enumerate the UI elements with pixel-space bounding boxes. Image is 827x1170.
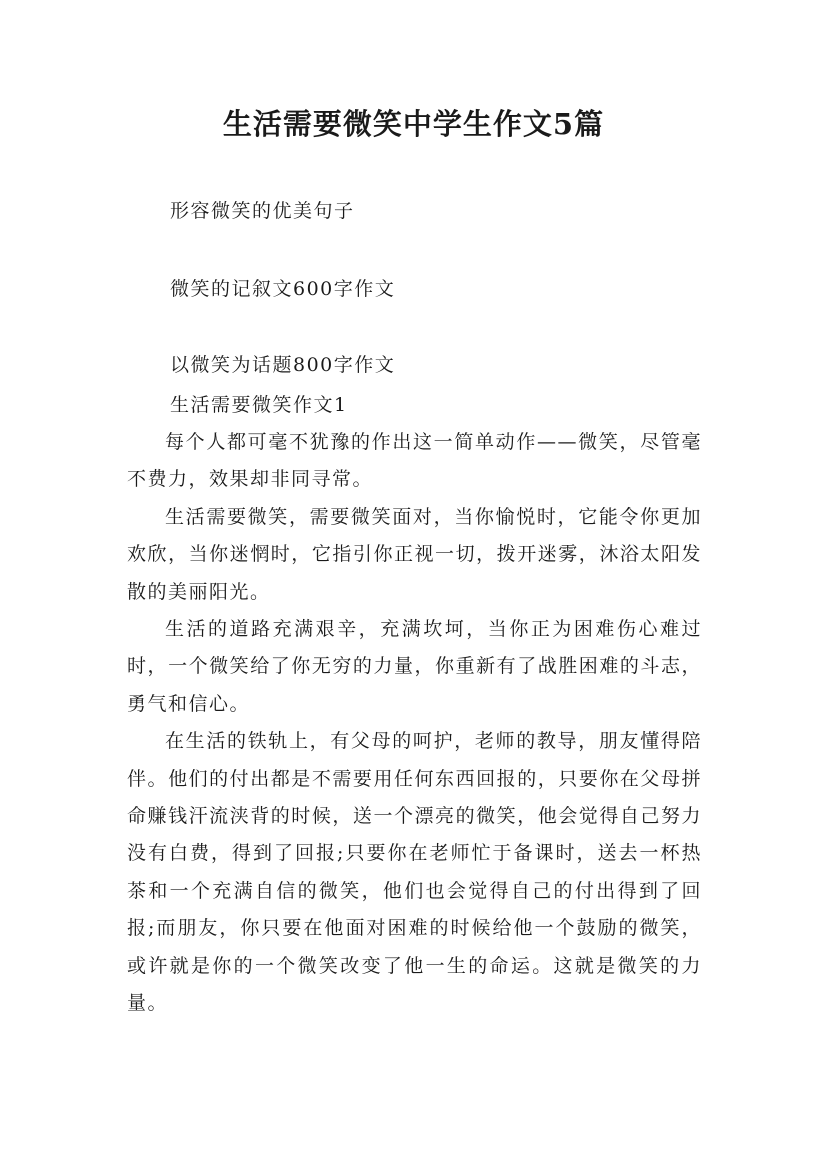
document-title: 生活需要微笑中学生作文5篇 <box>222 107 605 141</box>
paragraph-1: 每个人都可毫不犹豫的作出这一简单动作——微笑，尽管毫不费力，效果却非同寻常。 <box>127 431 702 491</box>
section-heading: 生活需要微笑作文1 <box>170 394 348 416</box>
related-link-3[interactable]: 以微笑为话题800字作文 <box>170 354 396 376</box>
paragraph-2: 生活需要微笑，需要微笑面对，当你愉悦时，它能令你更加欢欣，当你迷惘时，它指引你正视一切，拨开迷雾，沐浴太阳发散的美丽阳光。 <box>127 505 702 603</box>
related-link-2[interactable]: 微笑的记叙文600字作文 <box>170 278 396 300</box>
related-link-1[interactable]: 形容微笑的优美句子 <box>170 200 355 222</box>
paragraph-4: 在生活的铁轨上，有父母的呵护，老师的教导，朋友懂得陪伴。他们的付出都是不需要用任何东西回报的，只要你在父母拼命赚钱汗流浃背的时候，送一个漂亮的微笑，他会觉得自己努力没有白费，得到了回报;只要你在老师忙于备课时，送去一杯热茶和一个充满自信的微笑，他们也会觉得自己的付出得到了回报;而朋友，你只要在他面对困难的时候给他一个鼓励的微笑，或许就是你的一个微笑改变了他一生的命运。这就是微笑的力量。 <box>127 730 702 1015</box>
paragraph-3: 生活的道路充满艰辛，充满坎坷，当你正为困难伤心难过时，一个微笑给了你无穷的力量，你重新有了战胜困难的斗志，勇气和信心。 <box>127 618 702 715</box>
article-body <box>127 424 702 1023</box>
